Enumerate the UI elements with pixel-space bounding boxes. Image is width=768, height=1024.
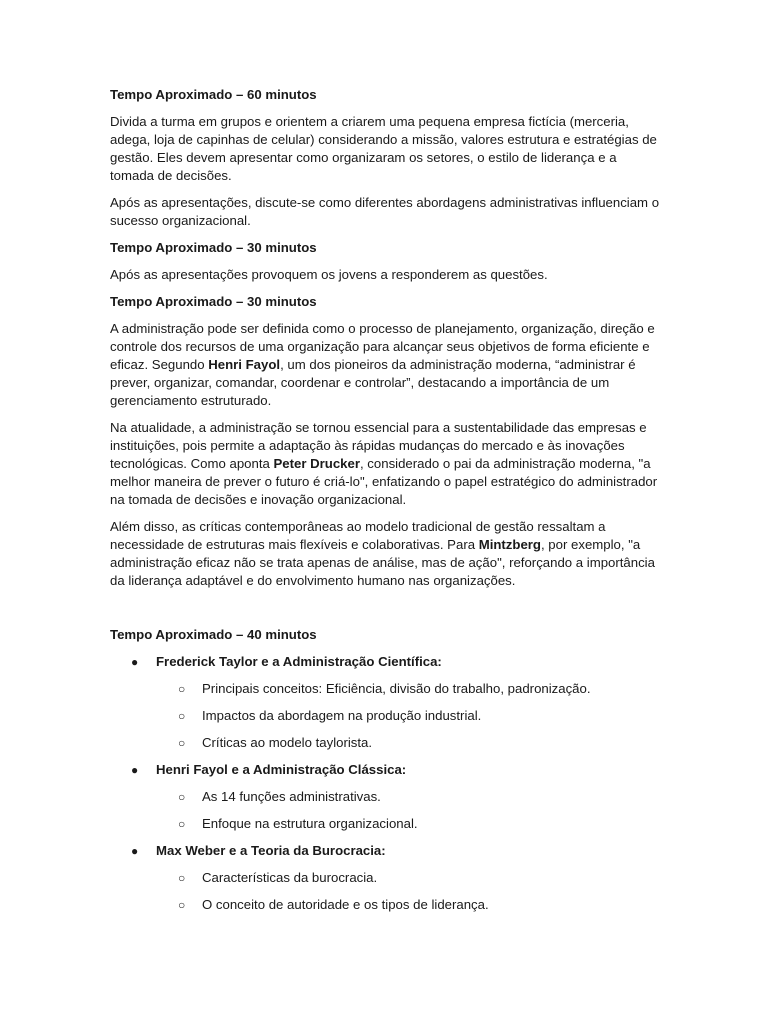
section-heading: Tempo Aproximado – 60 minutos xyxy=(110,87,317,102)
emphasized-name: Peter Drucker xyxy=(273,456,360,471)
hollow-circle-icon: ○ xyxy=(178,736,186,750)
bullet-dot-icon: ● xyxy=(131,763,139,777)
sub-item xyxy=(156,815,660,833)
sub-list xyxy=(156,869,660,914)
bullet-list xyxy=(110,653,660,914)
emphasized-name: Mintzberg xyxy=(478,537,541,552)
blank-line xyxy=(110,599,660,626)
text-run: Além disso, as críticas contemporâneas ao modelo tradicional de gestão ressaltam a necessidade de estruturas mais flexíveis e colaborativas. Para xyxy=(110,519,606,552)
sub-list xyxy=(156,680,660,752)
bullet-title: Max Weber e a Teoria da Burocracia: xyxy=(156,843,386,858)
sub-item xyxy=(156,734,660,752)
paragraph xyxy=(110,419,660,509)
paragraph: Divida a turma em grupos e orientem a criarem uma pequena empresa fictícia (merceria, adega, loja de capinhas de celular) considerando a missão, valores estrutura e estratégias de gestão. Eles devem apresentar como organizaram os setores, o estilo de liderança e a tomada de decisões. xyxy=(110,114,657,183)
sub-list xyxy=(156,788,660,833)
emphasized-name: Henri Fayol xyxy=(208,357,281,372)
paragraph xyxy=(110,320,660,410)
text-run: Na atualidade, a administração se tornou essencial para a sustentabilidade das empresas e instituições, pois permite a adaptação às rápidas mudanças do mercado e às inovações tecnológicas. Como aponta xyxy=(110,420,647,471)
sub-item xyxy=(156,680,660,698)
bullet-title: Henri Fayol e a Administração Clássica: xyxy=(156,762,407,777)
text-run: , um dos pioneiros da administração moderna, “administrar é prever, organizar, comandar, coordenar e controlar”, destacando a importância de um gerenciamento estruturado. xyxy=(110,357,636,408)
bullet-item xyxy=(110,653,660,752)
paragraph: Após as apresentações, discute-se como diferentes abordagens administrativas influenciam o sucesso organizacional. xyxy=(110,195,660,228)
sub-item xyxy=(156,896,660,914)
section-heading: Tempo Aproximado – 30 minutos xyxy=(110,240,317,255)
sub-item-text: Características da burocracia. xyxy=(202,870,378,885)
sub-item-text: Principais conceitos: Eficiência, divisão do trabalho, padronização. xyxy=(202,681,591,696)
bullet-item xyxy=(110,842,660,914)
hollow-circle-icon: ○ xyxy=(178,871,186,885)
text-run: , considerado o pai da administração moderna, "a melhor maneira de prever o futuro é criá-lo", enfatizando o papel estratégico do administrador na tomada de decisões e inovação organizacional. xyxy=(110,456,658,507)
sub-item xyxy=(156,788,660,806)
hollow-circle-icon: ○ xyxy=(178,898,186,912)
sub-item-text: Críticas ao modelo taylorista. xyxy=(202,735,373,750)
text-run: A administração pode ser definida como o processo de planejamento, organização, direção e controle dos recursos de uma organização para alcançar seus objetivos de forma eficiente e eficaz. Segundo xyxy=(110,321,655,372)
hollow-circle-icon: ○ xyxy=(178,709,186,723)
sub-item xyxy=(156,707,660,725)
hollow-circle-icon: ○ xyxy=(178,790,186,804)
hollow-circle-icon: ○ xyxy=(178,682,186,696)
bullet-item xyxy=(110,761,660,833)
bullet-title: Frederick Taylor e a Administração Científica: xyxy=(156,654,442,669)
paragraph xyxy=(110,518,660,590)
sub-item-text: As 14 funções administrativas. xyxy=(202,789,381,804)
paragraph: Após as apresentações provoquem os jovens a responderem as questões. xyxy=(110,267,548,282)
text-run: , por exemplo, "a administração eficaz não se trata apenas de análise, mas de ação", reforçando a importância da liderança adaptável e do envolvimento humano nas organizações. xyxy=(110,537,655,588)
section-heading: Tempo Aproximado – 30 minutos xyxy=(110,294,317,309)
section-heading: Tempo Aproximado – 40 minutos xyxy=(110,627,317,642)
hollow-circle-icon: ○ xyxy=(178,817,186,831)
sub-item xyxy=(156,869,660,887)
bullet-dot-icon: ● xyxy=(131,655,139,669)
sub-item-text: O conceito de autoridade e os tipos de liderança. xyxy=(202,897,489,912)
sub-item-text: Impactos da abordagem na produção industrial. xyxy=(202,708,482,723)
document-body xyxy=(110,86,660,923)
sub-item-text: Enfoque na estrutura organizacional. xyxy=(202,816,418,831)
bullet-dot-icon: ● xyxy=(131,844,139,858)
